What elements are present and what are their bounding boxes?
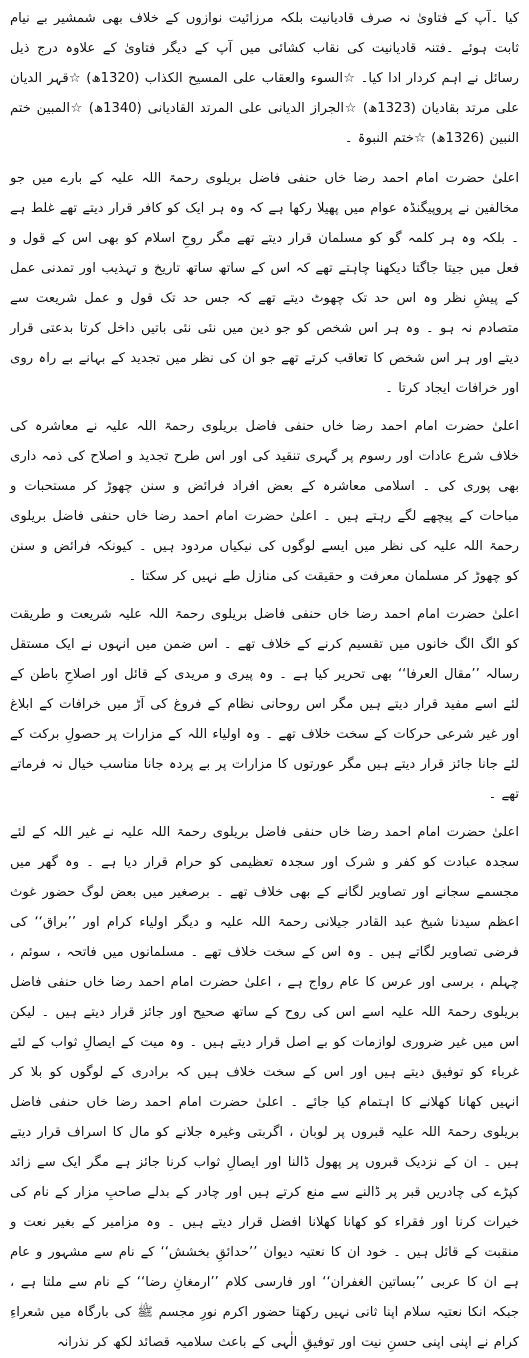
paragraph-qadianiyat: کیا ۔آپ کے فتاویٰ نہ صرف قادیانیت بلکہ مرزائیت نوازوں کے خلاف بھی شمشیر بے نیام ثابت ہوئے ۔فتنہ قادیانیت کی نقاب کشائی میں آپ کے دیگر فتاویٰ کے علاوہ درج ذیل رسائل نے اہم کردار ادا کیا۔ ☆السوء والعقاب علی المسیح الکذاب (1320ھ) ☆قہر الدیان علی مرتد بقادیان (1323ھ) ☆الجراز الدیانی علی المرتد القادیانی (1340ھ) ☆المبین ختم النبین (1326ھ) ☆ختم النبوۃ ۔ xyxy=(10,11,519,146)
paragraph-kalima-go: اعلیٰ حضرت امام احمد رضا خاں حنفی فاضل بریلوی رحمۃ اللہ علیہ کے بارے میں جو مخالفین نے پروپیگنڈہ عوام میں پھیلا رکھا ہے کہ وہ ہر ایک کو کافر قرار دیتے تھے غلط ہے ۔ بلکہ وہ ہر کلمہ گو کو مسلمان قرار دیتے تھے مگر روحِ اسلام کو بھی اس کے قول و فعل میں جیتا جاگتا دیکھنا چاہتے تھے کہ اس کے ساتھ ساتھ تاریخ و تہذیب اور تمدنی عمل کے پیشِ نظر وہ اس حد تک چھوٹ دیتے تھے کہ جس حد تک قول و عمل شریعت سے متصادم نہ ہو ۔ وہ ہر اس شخص کو جو دین میں نئی نئی باتیں داخل کرتا بدعتی قرار دیتے اور ہر اس شخص کا تعاقب کرتے تھے جو ان کی نظر میں تجدید کے بہانے بے راہ روی اور خرافات ایجاد کرتا ۔ xyxy=(10,171,519,396)
paragraph-rusoom-tanqeed: اعلیٰ حضرت امام احمد رضا خاں حنفی فاضل بریلوی رحمۃ اللہ علیہ نے معاشرہ کی خلاف شرع عادات اور رسوم پر گہری تنقید کی اور اس طرح تجدید و اصلاح کی ذمہ داری بھی پوری کی ۔ اسلامی معاشرہ کے بعض افراد فرائض و سنن چھوڑ کر مستحبات و مباحات کے پیچھے لگے رہتے ہیں ۔ اعلیٰ حضرت امام احمد رضا خاں حنفی فاضل بریلوی رحمۃ اللہ علیہ کی نظر میں ایسے لوگوں کی نیکیاں مردود ہیں ۔ کیونکہ فرائض و سنن کو چھوڑ کر مسلمان معرفت و حقیقت کی منازل طے نہیں کر سکتا ۔ xyxy=(10,419,519,584)
paragraph-shariat-tariqat: اعلیٰ حضرت امام احمد رضا خاں حنفی فاضل بریلوی رحمۃ اللہ علیہ شریعت و طریقت کو الگ الگ خانوں میں تقسیم کرنے کے خلاف تھے ۔ اس ضمن میں انہوں نے ایک مستقل رسالہ ’’مقال العرفا‘‘ بھی تحریر کیا ہے ۔ وہ پیری و مریدی کے قائل اور اصلاحِ باطن کے لئے اسے مفید قرار دیتے ہیں مگر اس روحانی نظام کے فروغ کی آڑ میں خرافات کے ابلاغ اور غیر شرعی حرکات کے سخت خلاف تھے ۔ وہ اولیاء اللہ کے مزارات پر حصولِ برکت کے لئے جانا جائز قرار دیتے ہیں مگر عورتوں کا مزارات پر بے پردہ جانا مناسب خیال نہ فرماتے تھے ۔ xyxy=(10,607,519,802)
paragraph-sajda-tazeemi: اعلیٰ حضرت امام احمد رضا خاں حنفی فاضل بریلوی رحمۃ اللہ علیہ نے غیر اللہ کے لئے سجدہ عبادت کو کفر و شرک اور سجدہ تعظیمی کو حرام قرار دیا ہے ۔ وہ گھر میں مجسمے سجانے اور تصاویر لگانے کے بھی خلاف تھے ۔ برصغیر میں بعض لوگ حضور غوث اعظم سیدنا شیخ عبد القادر جیلانی رحمۃ اللہ علیہ و دیگر اولیاء کرام اور ’’براق‘‘ کی فرضی تصاویر لگاتے ہیں ۔ وہ اس کے سخت خلاف تھے ۔ مسلمانوں میں فاتحہ ، سوئم ، چہلم ، برسی اور عرس کا عام رواج ہے ، اعلیٰ حضرت امام احمد رضا خاں حنفی فاضل بریلوی رحمۃ اللہ علیہ اسے اس کی روح کے ساتھ صحیح اور جائز قرار دیتے ہیں ۔ لیکن اس میں غیر ضروری لوازمات کو بے اصل قرار دیتے ہیں ۔ وہ میت کے ایصالِ ثواب کے لئے غرباء کو توفیق دیتے ہیں اور اس کے سخت خلاف ہیں کہ برادری کے لوگوں کو بلا کر انہیں کھانا کھلانے کا اہتمام کیا جائے ۔ اعلیٰ حضرت امام احمد رضا خاں حنفی فاضل بریلوی رحمۃ اللہ علیہ قبروں پر لوبان ، اگربتی وغیرہ جلانے کو مال کا اسراف قرار دیتے ہیں ۔ ان کے نزدیک قبروں پر پھول ڈالنا اور ایصالِ ثواب کرنا جائز ہے مگر ایک سے زائد کپڑے کی چادریں قبر پر ڈالنے سے منع کرتے ہیں اور چادر کے بدلے صاحبِ مزار کے نام کی خیرات کرنا اور فقراء کو کھانا کھلانا افضل قرار دیتے ہیں ۔ وہ مزامیر کے بغیر نعت و منقبت کے قائل ہیں ۔ خود ان کا نعتیہ دیوان ’’حدائقِ بخشش‘‘ کے نام سے مشہور و عام ہے ان کا عربی ’’بساتین الغفران‘‘ اور فارسی کلام ’’ارمغانِ رضا‘‘ کے نام سے ملتا ہے ، جبکہ انکا نعتیہ سلام اپنا ثانی نہیں رکھتا حضور اکرم نورِ مجسم ﷺ کی بارگاہ میں شعراءِ کرام نے اپنی اپنی حسنِ نیت اور توفیقِ الٰہی کے باعث سلامیہ قصائد لکھ کر نذرانہ xyxy=(10,825,519,1350)
